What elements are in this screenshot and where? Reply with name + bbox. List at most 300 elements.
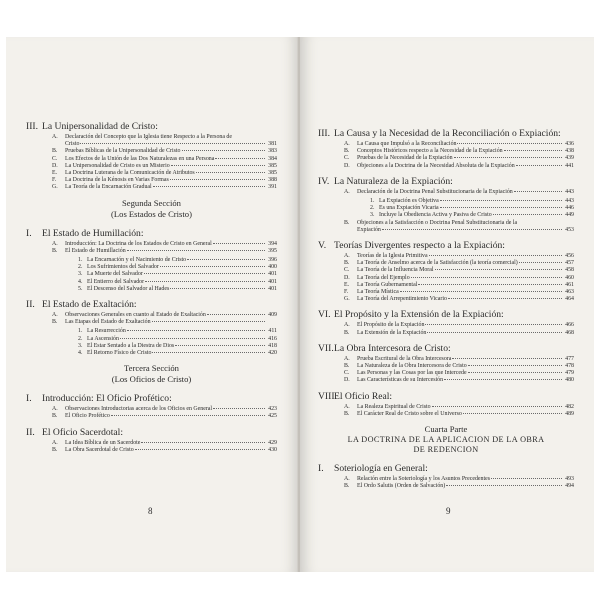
entry-page: 425	[268, 413, 277, 420]
dot-leader	[127, 250, 265, 251]
entry-page: 394	[268, 240, 277, 247]
entry-page: 443	[565, 188, 574, 195]
entry-text: Conceptos Históricos respecto a la Necesidad de la Expiación	[357, 148, 503, 155]
section-numeral: III.	[26, 121, 38, 132]
entry-text: Pruebas de la Necesidad de la Expiación	[357, 155, 453, 162]
entry-page: 396	[268, 257, 277, 264]
entry-page: 381	[268, 141, 277, 148]
entry-page: 449	[565, 212, 574, 219]
toc-section	[318, 128, 574, 170]
entry-text: La Teoría Gubernamental	[357, 281, 418, 288]
toc-entry	[344, 377, 574, 384]
toc-entry	[52, 184, 277, 191]
dot-leader	[519, 262, 562, 263]
entry-page: 480	[565, 377, 574, 384]
section-title-text: El Oficio Sacerdotal:	[42, 426, 123, 438]
entry-letter: 5.	[78, 285, 83, 292]
dot-leader	[448, 298, 562, 299]
entry-page: 416	[268, 335, 277, 342]
toc-entry	[52, 312, 277, 319]
section-numeral: I.	[318, 463, 324, 475]
toc-section	[26, 427, 277, 454]
dot-leader	[187, 259, 265, 260]
dot-leader	[152, 352, 265, 353]
entry-letter: B.	[344, 260, 350, 267]
sub-entries	[344, 196, 574, 220]
entry-page: 436	[565, 141, 574, 147]
division-title: Cuarta Parte	[424, 424, 468, 435]
section-entries	[26, 310, 277, 357]
entry-letter: A.	[344, 403, 350, 410]
entry-text: La Unipersonalidad de Cristo es un Misterio	[65, 162, 170, 169]
entry-letter: A.	[344, 188, 350, 195]
entry-text: La Resurrección	[87, 328, 126, 335]
toc-entry	[344, 220, 574, 227]
entry-page: 384	[268, 155, 277, 162]
entry-text: La Obra Sacerdotal de Cristo	[65, 446, 134, 453]
section-title	[26, 121, 277, 132]
dot-leader	[468, 365, 562, 366]
entry-letter: C.	[344, 267, 350, 274]
entry-letter: A.	[344, 322, 350, 329]
entry-text: El Estado de Humillación	[65, 247, 126, 254]
dot-leader	[153, 186, 265, 187]
section-numeral: V.	[318, 240, 327, 252]
entry-page: 409	[268, 312, 277, 319]
toc-entry	[344, 322, 574, 329]
dot-leader	[468, 372, 562, 373]
section-entries	[26, 239, 277, 293]
entry-text: La Teoría del Arrepentimiento Vicario	[357, 296, 447, 303]
entry-text: La Doctrina de la Kénosis en Varias Formas	[65, 177, 169, 184]
entry-letter: 2.	[78, 264, 83, 271]
entry-text: La Teoría de la Influencia Moral	[357, 267, 434, 274]
entry-text: El Entierro del Salvador	[87, 278, 145, 285]
page-number-left: 8	[148, 506, 153, 516]
toc-subentry	[78, 336, 277, 343]
section-title-text: El Propósito y la Extensión de la Expiación:	[334, 309, 504, 321]
entry-text: Relación entre la Soteriología y los Asuntos Precedentes	[357, 476, 490, 483]
toc-entry	[52, 248, 277, 255]
entry-text: La Teoría de Anselmo acerca de la Satisfacción (la teoría comercial)	[357, 260, 518, 267]
toc-entry	[344, 296, 574, 303]
entry-letter: A.	[52, 134, 58, 140]
section-title-text: La Naturaleza de la Expiación:	[334, 175, 453, 187]
toc-subentry	[78, 286, 277, 293]
entry-letter: B.	[52, 413, 58, 420]
division-subtitle: (Los Oficios de Cristo)	[111, 374, 192, 385]
toc-entry-wrap	[52, 134, 277, 148]
section-numeral: II.	[26, 299, 35, 311]
toc-entry	[344, 330, 574, 337]
section-numeral: II.	[26, 426, 35, 438]
entry-letter: B.	[344, 410, 350, 417]
entry-letter: B.	[52, 319, 58, 326]
entry-letter: 2.	[370, 205, 375, 212]
entry-letter: A.	[344, 355, 350, 362]
entry-page: 439	[565, 155, 574, 162]
entry-letter: B.	[344, 483, 350, 490]
section-entries	[26, 132, 277, 192]
division-subtitle: (Los Estados de Cristo)	[111, 208, 192, 219]
entry-page: 479	[565, 370, 574, 377]
toc-entry	[344, 141, 574, 148]
section-entries	[318, 354, 574, 385]
section-title	[26, 299, 277, 310]
dot-leader	[516, 165, 562, 166]
entry-letter: 1.	[370, 198, 375, 205]
entry-page: 477	[565, 355, 574, 362]
dot-leader	[160, 266, 265, 267]
entry-page: 401	[268, 271, 277, 278]
toc-subentry	[78, 271, 277, 278]
entry-text: Es una Expiación Vicaria	[379, 205, 439, 212]
entry-letter: A.	[344, 476, 350, 483]
dot-leader	[457, 143, 562, 144]
toc-section	[318, 391, 574, 418]
section-entries	[318, 320, 574, 336]
dot-leader	[454, 157, 562, 158]
entry-page: 438	[565, 148, 574, 155]
section-title-text: El Oficio Real:	[334, 390, 393, 402]
entry-text: Objeciones a la Satisfacción o Doctrina Penal Substitucionaria de la	[357, 219, 518, 226]
section-title-text: El Estado de Exaltación:	[42, 299, 137, 311]
toc-entry	[52, 319, 277, 326]
entry-text: Pruebas Bíblicas de la Unipersonalidad de Cristo	[65, 148, 181, 155]
entry-text: El Oficio Profético	[65, 413, 110, 420]
division-title: Segunda Sección	[122, 197, 181, 208]
entry-letter: E.	[52, 170, 58, 177]
toc-section	[318, 343, 574, 385]
entry-text: La Teoría de la Encarnación Gradual	[65, 184, 152, 191]
entry-page: 395	[268, 247, 277, 254]
dot-leader	[504, 150, 562, 151]
left-toc	[26, 37, 277, 572]
section-title	[26, 228, 277, 239]
dot-leader	[440, 207, 562, 208]
toc-entry	[52, 134, 277, 141]
toc-entry	[344, 370, 574, 377]
entry-text: La Idea Bíblica de un Sacerdote	[65, 439, 141, 446]
toc-entry	[344, 275, 574, 282]
entry-page: 466	[565, 322, 574, 329]
section-numeral: I.	[26, 227, 32, 239]
entry-text: La Teoría Mística	[357, 289, 399, 296]
division-heading	[26, 198, 277, 220]
entry-letter: 2.	[78, 335, 83, 342]
dot-leader	[80, 143, 265, 144]
toc-subentry	[78, 279, 277, 286]
dot-leader	[135, 449, 265, 450]
dot-leader	[170, 179, 265, 180]
entry-letter: 1.	[78, 257, 83, 264]
entry-letter: G.	[52, 184, 58, 191]
entry-letter: B.	[344, 148, 350, 155]
toc-entry	[344, 267, 574, 274]
toc-entry-wrap	[344, 220, 574, 234]
entry-text: La Muerte del Salvador	[87, 271, 143, 278]
section-title-text: Introducción: El Oficio Profético:	[42, 393, 172, 405]
entry-letter: F.	[344, 289, 349, 296]
section-title	[318, 391, 574, 402]
entry-letter: A.	[52, 312, 58, 319]
entry-page: 461	[565, 281, 574, 288]
section-entries	[318, 139, 574, 170]
entry-text: La Causa que Impulsó a la Reconciliación	[357, 141, 457, 147]
entry-page: 456	[565, 253, 574, 260]
sub-entries	[52, 326, 277, 357]
toc-entry	[344, 356, 574, 363]
toc-entry	[344, 363, 574, 370]
dot-leader	[463, 413, 562, 414]
toc-entry	[52, 241, 277, 248]
entry-text: La Extensión de la Expiación	[357, 329, 427, 336]
dot-leader	[400, 291, 562, 292]
entry-letter: C.	[344, 155, 350, 162]
entry-text: Prueba Escritural de la Obra Intercesora	[357, 355, 452, 362]
entry-letter: A.	[52, 240, 58, 247]
dot-leader	[120, 338, 265, 339]
toc-entry	[52, 148, 277, 155]
dot-leader	[452, 358, 562, 359]
dot-leader	[432, 406, 562, 407]
dot-leader	[171, 165, 265, 166]
toc-section	[318, 240, 574, 303]
entry-page: 400	[268, 264, 277, 271]
dot-leader	[418, 284, 562, 285]
toc-entry	[344, 148, 574, 155]
entry-letter: A.	[344, 141, 350, 147]
section-title	[318, 463, 574, 474]
entry-letter: 4.	[78, 278, 83, 285]
toc-entry	[344, 189, 574, 196]
toc-subentry	[78, 328, 277, 335]
entry-page: 460	[565, 274, 574, 281]
toc-entry	[52, 177, 277, 184]
entry-letter: 1.	[78, 328, 83, 335]
entry-page: 385	[268, 162, 277, 169]
entry-letter: B.	[344, 363, 350, 370]
dot-leader	[435, 269, 562, 270]
entry-letter: C.	[344, 370, 350, 377]
section-title-text: La Obra Intercesora de Cristo:	[334, 342, 451, 354]
entry-text: Teorías de la Iglesia Primitiva	[357, 253, 428, 260]
entry-letter: D.	[344, 162, 350, 169]
dot-leader	[182, 150, 266, 151]
section-title-text: Soteriología en General:	[334, 463, 428, 475]
entry-page: 401	[268, 285, 277, 292]
entry-page: 489	[565, 410, 574, 417]
dot-leader	[215, 158, 265, 159]
sub-entries	[52, 255, 277, 293]
section-numeral: IV.	[318, 175, 330, 187]
entry-letter: B.	[52, 446, 58, 453]
entry-page: 463	[565, 289, 574, 296]
entry-text: Objeciones a la Doctrina de la Necesidad Absoluta de la Expiación	[357, 162, 515, 169]
entry-page: 430	[268, 446, 277, 453]
entry-letter: B.	[344, 329, 350, 336]
division-title: Tercera Sección	[124, 363, 179, 374]
entry-continuation	[52, 141, 277, 148]
entry-page: 468	[565, 329, 574, 336]
dot-leader	[444, 379, 562, 380]
entry-text: Declaración de la Doctrina Penal Substitucionaria de la Expiación	[357, 188, 513, 195]
section-entries	[318, 187, 574, 234]
dot-leader	[207, 314, 265, 315]
section-entries	[318, 402, 574, 418]
section-title	[318, 240, 574, 251]
entry-page: 443	[565, 198, 574, 205]
toc-entry	[52, 170, 277, 177]
dot-leader	[127, 330, 265, 331]
entry-letter: F.	[52, 177, 57, 184]
entry-text: La Naturaleza de la Obra Intercesora de Cristo	[357, 363, 467, 370]
toc-subentry	[370, 205, 574, 212]
entry-text: El Ordo Salutis (Orden de Salvación)	[357, 483, 446, 490]
section-title	[318, 309, 574, 320]
section-numeral: VI.	[318, 309, 331, 321]
entry-page: 420	[268, 350, 277, 357]
entry-text: Observaciones Introductorias acerca de los Oficios en General	[65, 406, 213, 413]
dot-leader	[144, 273, 265, 274]
dot-leader	[446, 485, 562, 486]
entry-text: La Ascensión	[87, 335, 119, 342]
section-entries	[26, 438, 277, 454]
entry-text: El Carácter Real de Cristo sobre el Universo	[357, 410, 462, 417]
section-numeral: VII.	[318, 342, 334, 354]
part-title-line1: LA DOCTRINA DE LA APLICACION DE LA OBRA	[347, 435, 545, 445]
entry-letter: G.	[344, 296, 350, 303]
entry-letter: B.	[344, 219, 350, 226]
right-page	[300, 37, 594, 572]
section-title	[318, 343, 574, 354]
entry-page: 453	[565, 226, 574, 233]
entry-letter: D.	[344, 274, 350, 281]
entry-letter: B.	[52, 148, 58, 155]
entry-text: Los Efectos de la Unión de las Dos Naturalezas en una Persona	[65, 155, 215, 162]
dot-leader	[196, 172, 265, 173]
entry-text: La Teoría del Ejemplo	[357, 274, 410, 281]
entry-letter: 3.	[78, 271, 83, 278]
entry-text: Observaciones Generales en cuanto al Estado de Exaltación	[65, 312, 206, 319]
section-title-text: La Causa y la Necesidad de la Reconciliación o Expiación:	[334, 128, 561, 139]
dot-leader	[493, 214, 562, 215]
entry-page: 446	[565, 205, 574, 212]
entry-text: El Descenso del Salvador al Hades	[87, 285, 170, 292]
toc-section	[318, 309, 574, 336]
entry-letter: 4.	[78, 350, 83, 357]
toc-entry	[52, 163, 277, 170]
section-numeral: III.	[318, 128, 330, 139]
entry-letter: E.	[344, 281, 350, 288]
right-toc	[318, 37, 574, 572]
entry-text-cont: Expiación	[357, 226, 381, 233]
entry-text-cont: Cristo	[65, 141, 80, 148]
toc-entry	[344, 282, 574, 289]
division-heading	[318, 424, 574, 455]
entry-page: 391	[268, 184, 277, 191]
dot-leader	[175, 345, 265, 346]
entry-letter: A.	[52, 439, 58, 446]
entry-page: 494	[565, 483, 574, 490]
entry-page: 411	[268, 328, 277, 335]
entry-text: Las Características de su Intercesión	[357, 377, 444, 384]
entry-page: 482	[565, 403, 574, 410]
entry-text: El Retorno Físico de Cristo	[87, 350, 152, 357]
dot-leader	[111, 415, 265, 416]
dot-leader	[213, 243, 265, 244]
toc-subentry	[370, 212, 574, 219]
entry-text: El Estar Sentado a la Diestra de Dios	[87, 342, 175, 349]
section-title	[26, 427, 277, 438]
entry-page: 441	[565, 162, 574, 169]
entry-text: La Realeza Espiritual de Cristo	[357, 403, 431, 410]
dot-leader	[382, 229, 562, 230]
dot-leader	[170, 288, 265, 289]
toc-entry	[52, 413, 277, 420]
entry-letter: A.	[52, 406, 58, 413]
entry-page: 423	[268, 406, 277, 413]
toc-section	[26, 299, 277, 357]
dot-leader	[152, 321, 265, 322]
toc-entry	[344, 411, 574, 418]
dot-leader	[411, 277, 562, 278]
entry-letter: A.	[344, 253, 350, 260]
toc-subentry	[78, 264, 277, 271]
division-heading	[26, 363, 277, 385]
entry-page: 388	[268, 177, 277, 184]
entry-page: 478	[565, 363, 574, 370]
entry-page: 383	[268, 148, 277, 155]
left-page	[6, 37, 299, 572]
section-entries	[26, 404, 277, 420]
entry-text: El Propósito de la Expiación	[357, 322, 425, 329]
entry-text: Las Personas y las Cosas por las que Intercede	[357, 370, 467, 377]
entry-letter: 3.	[78, 342, 83, 349]
entry-page: 401	[268, 278, 277, 285]
toc-entry	[52, 156, 277, 163]
entry-text: Las Etapas del Estado de Exaltación	[65, 319, 151, 326]
entry-letter: C.	[52, 155, 58, 162]
entry-page: 385	[268, 170, 277, 177]
section-title-text: Teorías Divergentes respecto a la Expiación:	[334, 240, 505, 252]
dot-leader	[491, 478, 562, 479]
entry-letter: 3.	[370, 212, 375, 219]
toc-section	[318, 463, 574, 490]
toc-section	[318, 176, 574, 234]
entry-letter: B.	[52, 247, 58, 254]
entry-page: 418	[268, 342, 277, 349]
page-number-right: 9	[446, 506, 451, 516]
toc-subentry	[78, 350, 277, 357]
toc-entry	[344, 483, 574, 490]
toc-subentry	[370, 198, 574, 205]
entry-text: La Doctrina Luterana de la Comunicación de Atributos	[65, 170, 195, 177]
dot-leader	[141, 442, 265, 443]
dot-leader	[213, 408, 265, 409]
entry-page: 458	[565, 267, 574, 274]
section-numeral: VIII.	[318, 390, 337, 402]
toc-section	[26, 228, 277, 293]
toc-subentry	[78, 343, 277, 350]
toc-entry	[52, 447, 277, 454]
toc-entry	[344, 404, 574, 411]
entry-text: Introducción: La Doctrina de los Estados de Cristo en General	[65, 240, 212, 247]
toc-entry	[344, 155, 574, 162]
entry-text: Los Sufrimientos del Salvador	[87, 264, 159, 271]
entry-continuation	[344, 227, 574, 234]
dot-leader	[427, 332, 562, 333]
